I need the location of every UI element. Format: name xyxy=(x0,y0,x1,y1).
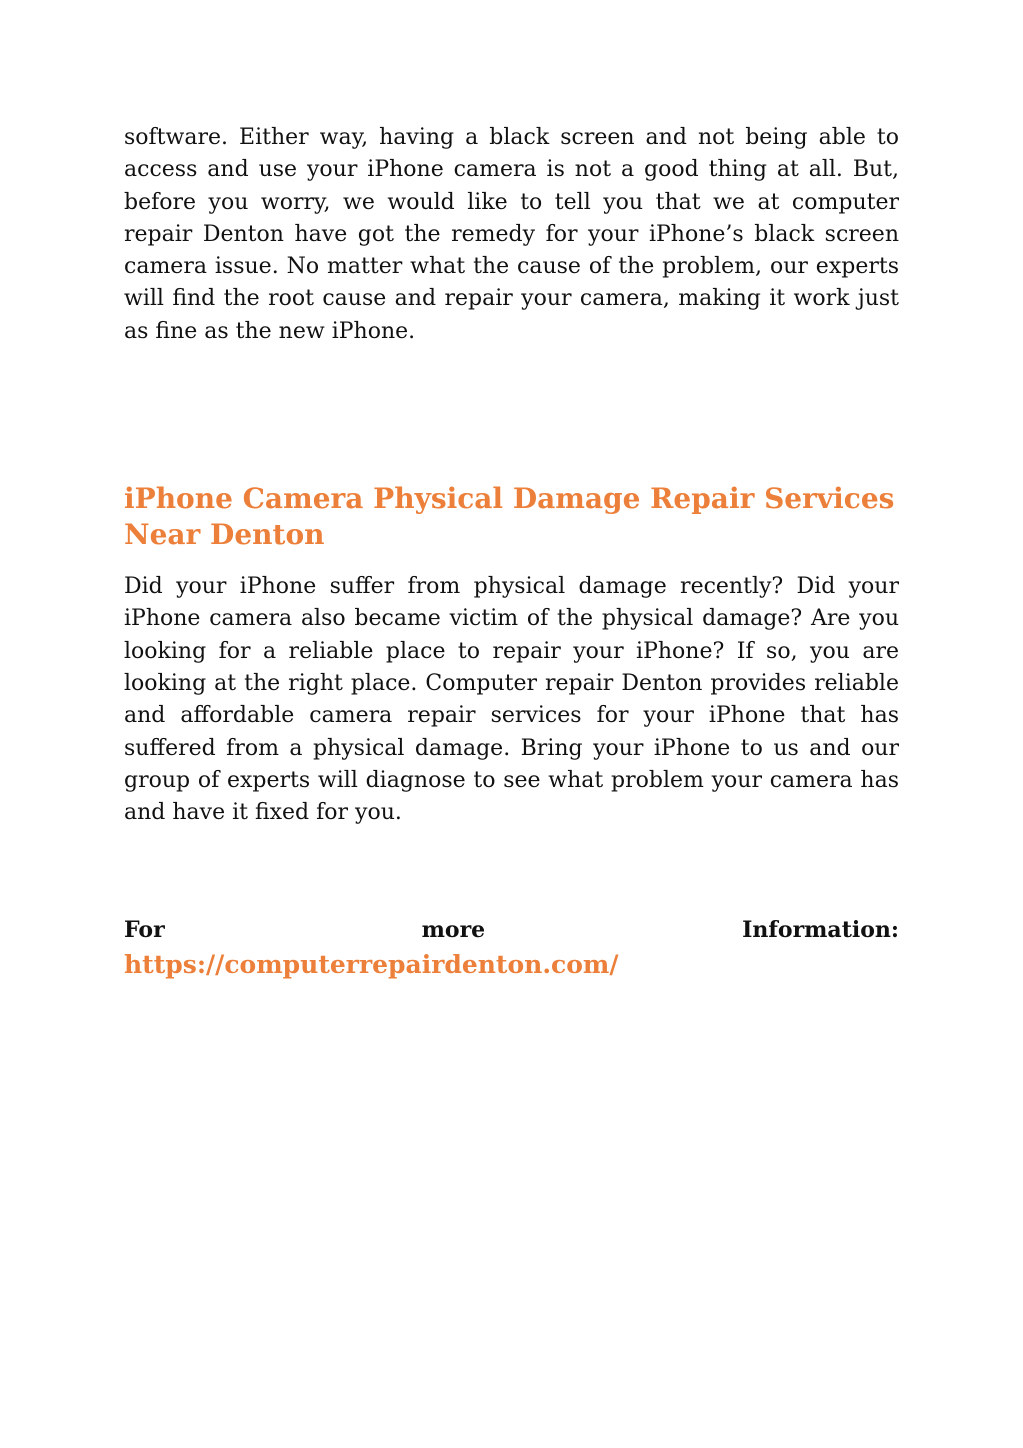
more-information-line xyxy=(124,914,899,946)
info-word-more: more xyxy=(421,917,486,944)
website-link[interactable]: https://computerrepairdenton.com/ xyxy=(124,950,619,980)
body-paragraph-1: software. Either way, having a black screen and not being able to access and use your iPhone camera is not a good thing at all. But, before you worry, we would like to tell you that we at computer repair Denton have got the remedy for your iPhone’s black screen camera issue. No matter what the cause of the problem, our experts will find the root cause and repair your camera, making it work just as fine as the new iPhone. xyxy=(124,125,899,344)
section-heading: iPhone Camera Physical Damage Repair Services Near Denton xyxy=(124,482,895,552)
info-word-information: Information: xyxy=(742,917,899,944)
info-word-for: For xyxy=(124,917,165,944)
document-page xyxy=(124,122,899,982)
body-paragraph-2: Did your iPhone suffer from physical damage recently? Did your iPhone camera also became victim of the physical damage? Are you looking for a reliable place to repair your iPhone? If so, you are looking at the right place. Computer repair Denton provides reliable and affordable camera repair services for your iPhone that has suffered from a physical damage. Bring your iPhone to us and our group of experts will diagnose to see what problem your camera has and have it fixed for you. xyxy=(124,574,899,826)
